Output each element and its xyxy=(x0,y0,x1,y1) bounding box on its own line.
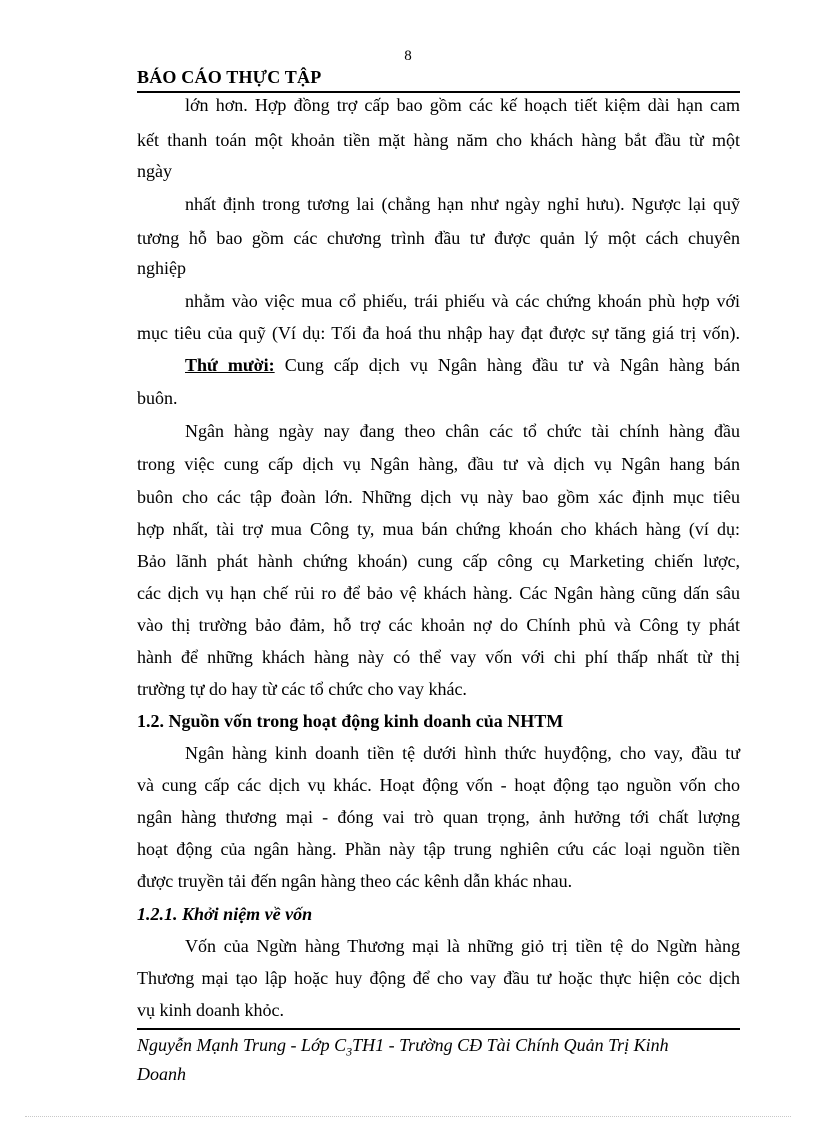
footer-subscript: 3 xyxy=(346,1044,353,1059)
text-line: Ngân hàng kinh doanh tiền tệ dưới hình thức huyđộng, cho vay, đầu tư xyxy=(185,743,740,763)
text-line: vào thị trường bảo đảm, hỗ trợ các khoản nợ do Chính phủ và Công ty phát xyxy=(137,615,740,635)
footer-rule xyxy=(137,1028,740,1030)
text-line: tương hỗ bao gồm các chương trình đầu tư được quản lý một cách chuyên xyxy=(137,228,740,248)
text-line: nghiệp xyxy=(137,258,186,278)
page-footer xyxy=(137,1034,740,1085)
header-title: BÁO CÁO THỰC TẬP xyxy=(137,67,322,87)
page-boundary xyxy=(25,1116,791,1117)
text-line: Thương mại tạo lập hoặc huy động để cho vay đầu tư hoặc thực hiện cỏc dịch xyxy=(137,968,740,988)
text-line: các dịch vụ hạn chế rủi ro để bảo vệ khách hàng. Các Ngân hàng cũng dấn sâu xyxy=(137,583,740,603)
text-line: nhằm vào việc mua cổ phiếu, trái phiếu và các chứng khoán phù hợp với xyxy=(185,291,740,311)
footer-school: TH1 - Trường CĐ Tài Chính Quản Trị Kinh xyxy=(352,1035,669,1055)
section-heading: 1.2. Nguồn vốn trong hoạt động kinh doanh của NHTM xyxy=(137,711,564,731)
text-line: trong việc cung cấp dịch vụ Ngân hàng, đầu tư và dịch vụ Ngân hang bán xyxy=(137,454,740,474)
text-line: và cung cấp các dịch vụ khác. Hoạt động vốn - hoạt động tạo nguồn vốn cho xyxy=(137,775,740,795)
text-line: hợp nhất, tài trợ mua Công ty, mua bán chứng khoán cho khách hàng (ví dụ: xyxy=(137,519,740,539)
footer-author: Nguyễn Mạnh Trung - Lớp C xyxy=(137,1035,347,1055)
text-line: mục tiêu của quỹ (Ví dụ: Tối đa hoá thu nhập hay đạt được sự tăng giá trị vốn). xyxy=(137,323,740,343)
text-line: kết thanh toán một khoản tiền mặt hàng năm cho khách hàng bắt đầu từ một xyxy=(137,130,740,150)
text-line: ngân hàng thương mại - đóng vai trò quan trọng, ảnh hưởng tới chất lượng xyxy=(137,807,740,827)
text-line: ngày xyxy=(137,161,172,181)
text-line: hành để những khách hàng này có thể vay vốn với chi phí thấp nhất từ thị xyxy=(137,647,740,667)
text-line: vụ kinh doanh khỏc. xyxy=(137,1000,284,1020)
text-line: Ngân hàng ngày nay đang theo chân các tổ chức tài chính hàng đầu xyxy=(185,421,740,441)
text-line: buôn. xyxy=(137,388,178,408)
subsection-heading: 1.2.1. Khởi niệm về vốn xyxy=(137,904,313,924)
footer-line-2: Doanh xyxy=(137,1063,186,1084)
footer-line-1 xyxy=(137,1034,740,1063)
heading-thu-muoi-line xyxy=(185,354,740,376)
text-line: Bảo lãnh phát hành chứng khoán) cung cấp công cụ Marketing chiến lược, xyxy=(137,551,740,571)
text-line: nhất định trong tương lai (chẳng hạn như ngày nghỉ hưu). Ngược lại quỹ xyxy=(185,194,740,214)
page-number: 8 xyxy=(404,48,412,64)
run-in-label: Thứ mười: xyxy=(185,355,275,375)
text-line: trường tự do hay từ các tổ chức cho vay khác. xyxy=(137,679,467,699)
text-line: lớn hơn. Hợp đồng trợ cấp bao gồm các kế hoạch tiết kiệm dài hạn cam xyxy=(185,95,740,115)
text-line: hoạt động của ngân hàng. Phần này tập trung nghiên cứu các loại nguồn tiền xyxy=(137,839,740,859)
text-line: Vốn của Ngừn hàng Thương mại là những giỏ trị tiền tệ do Ngừn hàng xyxy=(185,936,740,956)
text-span: Cung cấp dịch vụ Ngân hàng đầu tư và Ngân hàng bán xyxy=(284,355,741,375)
text-line: buôn cho các tập đoàn lớn. Những dịch vụ này bao gồm xác định mục tiêu xyxy=(137,487,740,507)
text-line: được truyền tải đến ngân hàng theo các kênh dẫn khác nhau. xyxy=(137,871,573,891)
header-rule xyxy=(137,91,740,93)
